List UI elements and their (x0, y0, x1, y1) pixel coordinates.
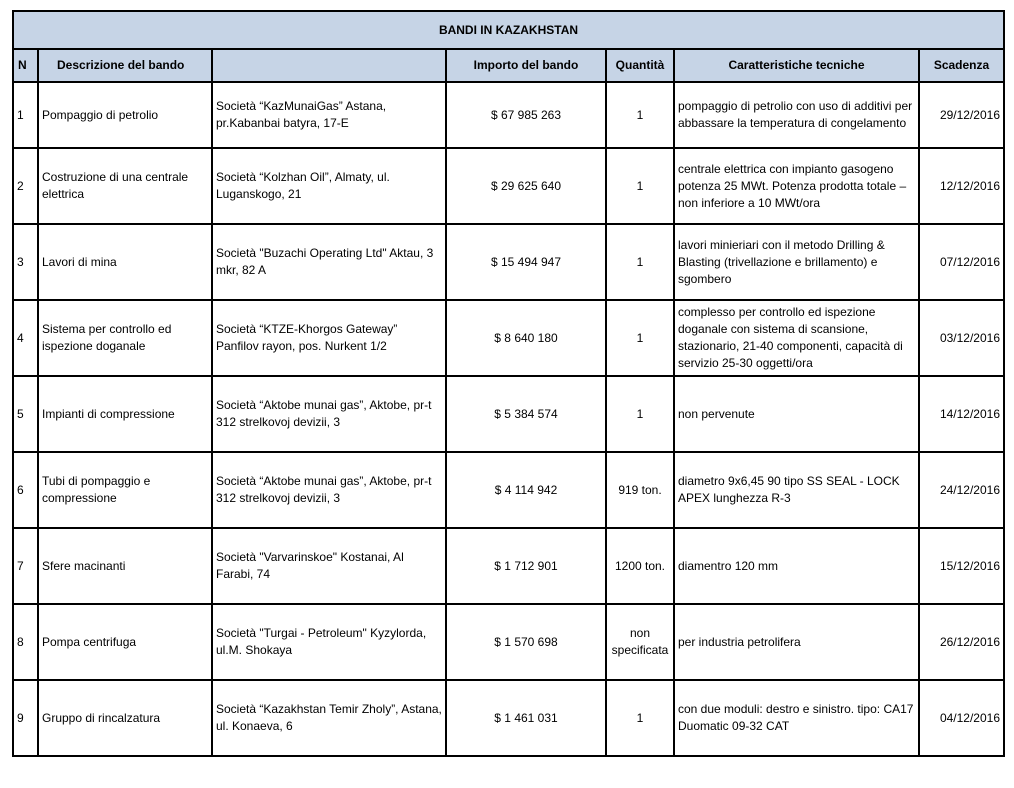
cell-n: 6 (13, 452, 38, 528)
cell-quantita: 1 (606, 680, 674, 756)
cell-caratteristiche: centrale elettrica con impianto gasogeno potenza 25 MWt. Potenza prodotta totale – non inferiore a 10 MWt/ora (674, 148, 919, 224)
cell-soggetto: Società "Buzachi Operating Ltd" Aktau, 3 mkr, 82 A (212, 224, 446, 300)
cell-soggetto: Società “Kazakhstan Temir Zholy”, Astana, ul. Konaeva, 6 (212, 680, 446, 756)
cell-soggetto: Società "Varvarinskoe" Kostanai, Al Farabi, 74 (212, 528, 446, 604)
table-row (13, 300, 1004, 376)
cell-scadenza: 03/12/2016 (919, 300, 1004, 376)
header-row (13, 49, 1004, 82)
table-row (13, 680, 1004, 756)
cell-descrizione: Gruppo di rincalzatura (38, 680, 212, 756)
cell-soggetto: Società “Aktobe munai gas”, Aktobe, pr-t 312 strelkovoj devizii, 3 (212, 376, 446, 452)
cell-n: 9 (13, 680, 38, 756)
tenders-table (12, 10, 1005, 757)
cell-caratteristiche: diamentro 120 mm (674, 528, 919, 604)
cell-n: 2 (13, 148, 38, 224)
table-row (13, 452, 1004, 528)
cell-quantita: 1200 ton. (606, 528, 674, 604)
table-row (13, 82, 1004, 148)
cell-quantita: 1 (606, 300, 674, 376)
header-n: N (13, 49, 38, 82)
cell-scadenza: 26/12/2016 (919, 604, 1004, 680)
cell-importo: $ 1 712 901 (446, 528, 606, 604)
header-soggetto (212, 49, 446, 82)
cell-quantita: non specificata (606, 604, 674, 680)
table-row (13, 528, 1004, 604)
table-title: BANDI IN KAZAKHSTAN (13, 11, 1004, 49)
cell-caratteristiche: complesso per controllo ed ispezione doganale con sistema di scansione, stazionario, 21-40 componenti, capacità di servizio 25-30 oggetti/ora (674, 300, 919, 376)
cell-soggetto: Società “KTZE-Khorgos Gateway” Panfilov rayon, pos. Nurkent 1/2 (212, 300, 446, 376)
cell-scadenza: 24/12/2016 (919, 452, 1004, 528)
cell-importo: $ 15 494 947 (446, 224, 606, 300)
table-row (13, 224, 1004, 300)
cell-descrizione: Lavori di mina (38, 224, 212, 300)
header-quantita: Quantità (606, 49, 674, 82)
cell-soggetto: Società “KazMunaiGas” Astana, pr.Kabanbai batyra, 17-E (212, 82, 446, 148)
cell-descrizione: Impianti di compressione (38, 376, 212, 452)
cell-quantita: 1 (606, 376, 674, 452)
cell-importo: $ 1 461 031 (446, 680, 606, 756)
cell-quantita: 919 ton. (606, 452, 674, 528)
cell-descrizione: Costruzione di una centrale elettrica (38, 148, 212, 224)
cell-n: 7 (13, 528, 38, 604)
cell-caratteristiche: per industria petrolifera (674, 604, 919, 680)
cell-importo: $ 8 640 180 (446, 300, 606, 376)
cell-caratteristiche: non pervenute (674, 376, 919, 452)
cell-scadenza: 07/12/2016 (919, 224, 1004, 300)
cell-n: 4 (13, 300, 38, 376)
cell-importo: $ 29 625 640 (446, 148, 606, 224)
table-row (13, 604, 1004, 680)
cell-caratteristiche: con due moduli: destro e sinistro. tipo: CA17 Duomatic 09-32 CAT (674, 680, 919, 756)
cell-descrizione: Pompaggio di petrolio (38, 82, 212, 148)
cell-quantita: 1 (606, 148, 674, 224)
table-row (13, 148, 1004, 224)
cell-n: 3 (13, 224, 38, 300)
cell-caratteristiche: diametro 9x6,45 90 tipo SS SEAL - LOCK APEX lunghezza R-3 (674, 452, 919, 528)
cell-n: 1 (13, 82, 38, 148)
cell-scadenza: 12/12/2016 (919, 148, 1004, 224)
cell-scadenza: 15/12/2016 (919, 528, 1004, 604)
table-row (13, 376, 1004, 452)
cell-descrizione: Tubi di pompaggio e compressione (38, 452, 212, 528)
header-descrizione: Descrizione del bando (38, 49, 212, 82)
cell-quantita: 1 (606, 82, 674, 148)
cell-soggetto: Società “Kolzhan Oil”, Almaty, ul. Luganskogo, 21 (212, 148, 446, 224)
cell-caratteristiche: lavori minieriari con il metodo Drilling & Blasting (trivellazione e brillamento) e sgombero (674, 224, 919, 300)
cell-descrizione: Pompa centrifuga (38, 604, 212, 680)
cell-soggetto: Società "Turgai - Petroleum" Kyzylorda, ul.M. Shokaya (212, 604, 446, 680)
header-scadenza: Scadenza (919, 49, 1004, 82)
cell-importo: $ 67 985 263 (446, 82, 606, 148)
cell-descrizione: Sfere macinanti (38, 528, 212, 604)
cell-importo: $ 4 114 942 (446, 452, 606, 528)
cell-descrizione: Sistema per controllo ed ispezione doganale (38, 300, 212, 376)
cell-importo: $ 1 570 698 (446, 604, 606, 680)
cell-scadenza: 14/12/2016 (919, 376, 1004, 452)
cell-quantita: 1 (606, 224, 674, 300)
header-importo: Importo del bando (446, 49, 606, 82)
cell-n: 5 (13, 376, 38, 452)
cell-soggetto: Società “Aktobe munai gas”, Aktobe, pr-t 312 strelkovoj devizii, 3 (212, 452, 446, 528)
cell-caratteristiche: pompaggio di petrolio con uso di additivi per abbassare la temperatura di congelamento (674, 82, 919, 148)
cell-scadenza: 29/12/2016 (919, 82, 1004, 148)
cell-scadenza: 04/12/2016 (919, 680, 1004, 756)
header-caratteristiche: Caratteristiche tecniche (674, 49, 919, 82)
cell-n: 8 (13, 604, 38, 680)
cell-importo: $ 5 384 574 (446, 376, 606, 452)
